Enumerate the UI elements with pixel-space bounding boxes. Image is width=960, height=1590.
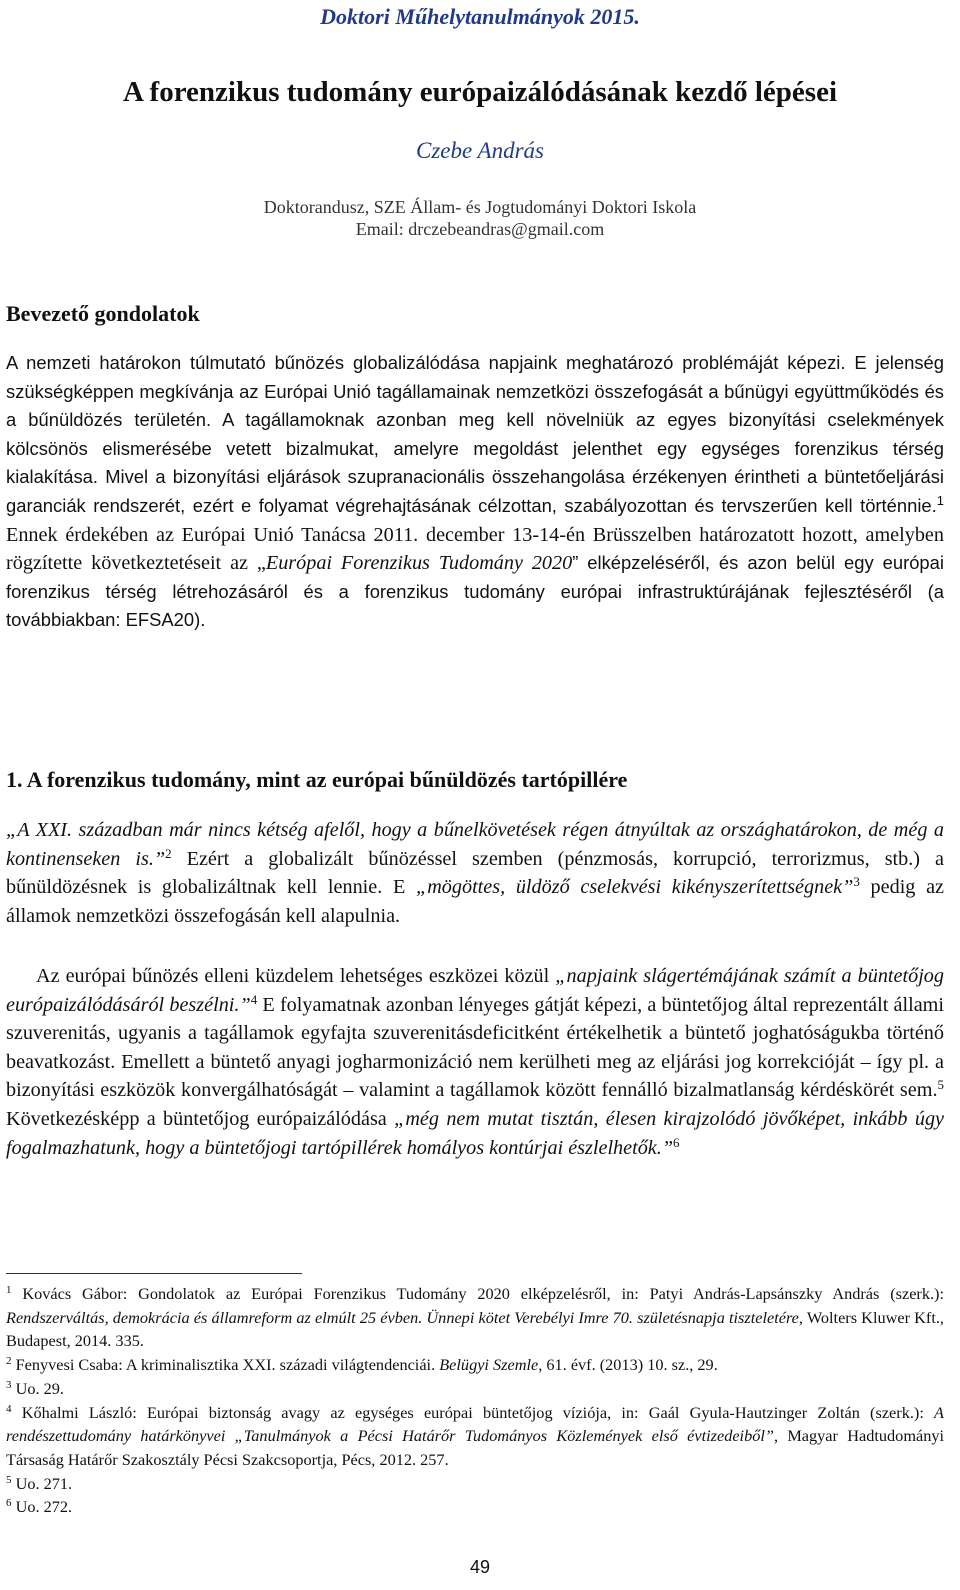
section1-paragraph-1 xyxy=(6,816,944,930)
author-affiliation xyxy=(0,196,960,240)
intro-heading: Bevezető gondolatok xyxy=(6,301,200,326)
footnote-3 xyxy=(6,1377,944,1401)
footnote-1 xyxy=(6,1282,944,1353)
section1-text-2: pedig az államok nemzetközi összefogásán kell alapulnia. xyxy=(6,876,944,927)
footnote-ref-2[interactable]: 2 xyxy=(165,845,172,861)
footnote-text: Kőhalmi László: Európai biztonság avagy az egységes európai büntetőjog víziója, in: Gaál Gyula-Hautzinger Zoltán (szerk.): xyxy=(11,1402,935,1422)
footnote-text: , 61. évf. (2013) 10. sz., 29. xyxy=(538,1355,718,1375)
footnote-separator xyxy=(6,1273,302,1274)
footnote-4 xyxy=(6,1401,944,1472)
footnote-ref-6[interactable]: 6 xyxy=(673,1134,680,1150)
intro-italic-1: Európai Forenzikus Tudomány 2020 xyxy=(265,552,573,575)
footnotes xyxy=(6,1282,944,1519)
section1-text-1: Ezért a globalizált bűnözéssel szemben (pénzmosás, korrupció, terrorizmus, stb.) a bűnüldözésnek is globalizáltnak kell lennie. E xyxy=(6,847,944,899)
quote-3: „napjaink slágertémájának számít a büntetőjog európaizálódásáról beszélni.” xyxy=(6,965,944,1016)
footnote-text: , Wolters Kluwer Kft., Budapest, 2014. 335. xyxy=(6,1307,944,1351)
intro-paragraph xyxy=(6,349,944,635)
footnote-text: Uo. 272. xyxy=(11,1497,73,1517)
footnote-text: Uo. 29. xyxy=(11,1378,64,1398)
page-number: 49 xyxy=(469,1557,491,1577)
footnote-number: 5 xyxy=(6,1473,12,1486)
author-name: Czebe András xyxy=(416,138,544,163)
footnote-italic: Belügyi Szemle xyxy=(439,1355,539,1375)
affiliation-line: Doktorandusz, SZE Állam- és Jogtudományi Doktori Iskola xyxy=(263,197,697,217)
footnote-ref-4[interactable]: 4 xyxy=(250,991,258,1007)
footnote-ref-1[interactable]: 1 xyxy=(936,492,944,508)
intro-text-3: ” elképzeléséről, és azon belül egy európai forenzikus térség létrehozásáról és a forenzikus tudomány európai infrastruktúrájának fejlesztéséről (a továbbiakban: EFSA20). xyxy=(6,552,944,631)
quote-4: „még nem mutat tisztán, élesen kirajzolódó jövőképet, inkább úgy fogalmazhatunk, hogy a büntetőjogi tartópillérek homályos kontúrjai észlelhetők.” xyxy=(6,1107,944,1159)
footnote-italic: A rendészettudomány határkönyvei „Tanulmányok a Pécsi Határőr Tudományos Közlemények első évtizedeiből” xyxy=(6,1402,944,1446)
quote-2: „mögöttes, üldöző cselekvési kikényszerítettségnek” xyxy=(415,876,854,899)
footnote-text: Kovács Gábor: Gondolatok az Európai Forenzikus Tudomány 2020 elképzelésről, in: Patyi András-Lapsánszky András (szerk.): xyxy=(11,1284,944,1303)
footnote-text: Uo. 271. xyxy=(11,1473,73,1493)
footnote-number: 1 xyxy=(6,1284,12,1296)
section1-heading: 1. A forenzikus tudomány, mint az európai bűnüldözés tartópillére xyxy=(6,767,628,792)
footnote-2 xyxy=(6,1353,944,1377)
paper-title: A forenzikus tudomány európaizálódásának kezdő lépései xyxy=(122,76,838,108)
section1-text-3: Az európai bűnözés elleni küzdelem lehetséges eszközei közül xyxy=(36,965,556,987)
section1-text-4: E folyamatnak azonban lényeges gátját képezi, a büntetőjog által reprezentált állami szuverenitás, ugyanis a tagállamok egyfajta szuverenitásdeficitként értékelhetik a büntető joghatóságukba történő beavatkozást. Emellett a büntető anyagi jogharmonizáció nem kerülheti meg az eljárási jog korrekcióját – így pl. a bizonyítási eszközök konvergálhatóságát – valamint a tagállamok között fennálló bizalmatlanság kérdéskörét sem. xyxy=(6,993,944,1102)
footnote-text: Fenyvesi Csaba: A kriminalisztika XXI. századi világtendenciái. xyxy=(11,1355,440,1375)
footnote-italic: Rendszerváltás, demokrácia és államreform az elmúlt 25 évben. Ünnepi kötet Verebélyi Imre 70. születésnapja tiszteletére xyxy=(6,1307,799,1327)
journal-header: Doktori Műhelytanulmányok 2015. xyxy=(320,4,640,29)
footnote-number: 6 xyxy=(6,1497,12,1510)
footnote-number: 4 xyxy=(6,1402,12,1415)
section1-paragraph-2 xyxy=(6,962,944,1162)
section1-text-5: Következésképp a büntetőjog európaizálódása xyxy=(6,1107,395,1130)
footnote-text: , Magyar Hadtudományi Társaság Határőr Szakosztály Pécsi Szakcsoportja, Pécs, 2012. 257. xyxy=(6,1426,945,1469)
email-line: Email: drczebeandras@gmail.com xyxy=(355,219,605,239)
intro-text-1: A nemzeti határokon túlmutató bűnözés globalizálódása napjaink meghatározó problémáját képezi. E jelenség szükségképpen megkívánja az Európai Unió tagállamainak nemzetközi összefogását a bűnügyi együttműködés és a bűnüldözés területén. A tagállamoknak azonban meg kell növelniük az egyes bizonyítási cselekmények kölcsönös elismerésébe vetett bizalmukat, amelyre megoldást jelenthet egy egységes forenzikus térség kialakítása. Mivel a bizonyítási eljárások szupranacionális összehangolása érzékenyen érintheti a büntetőeljárási garanciák rendszerét, ezért e folyamat végrehajtásának célzottan, szabályozottan és tervszerűen kell történnie. xyxy=(6,352,944,516)
footnote-ref-5[interactable]: 5 xyxy=(937,1077,944,1093)
footnote-number: 3 xyxy=(6,1378,12,1391)
footnote-ref-3[interactable]: 3 xyxy=(853,874,860,890)
footnote-6 xyxy=(6,1495,944,1519)
quote-1: „A XXI. században már nincs kétség afelől, hogy a bűnelkövetések régen átnyúltak az országhatárokon, de még a kontinenseken is.” xyxy=(6,819,944,870)
footnote-5 xyxy=(6,1472,944,1496)
intro-text-2: Ennek érdekében az Európai Unió Tanácsa 2011. december 13-14-én Brüsszelben határozatott hozott, amelyben rögzítette következtetéseit az „ xyxy=(6,523,944,575)
footnote-number: 2 xyxy=(6,1355,12,1368)
